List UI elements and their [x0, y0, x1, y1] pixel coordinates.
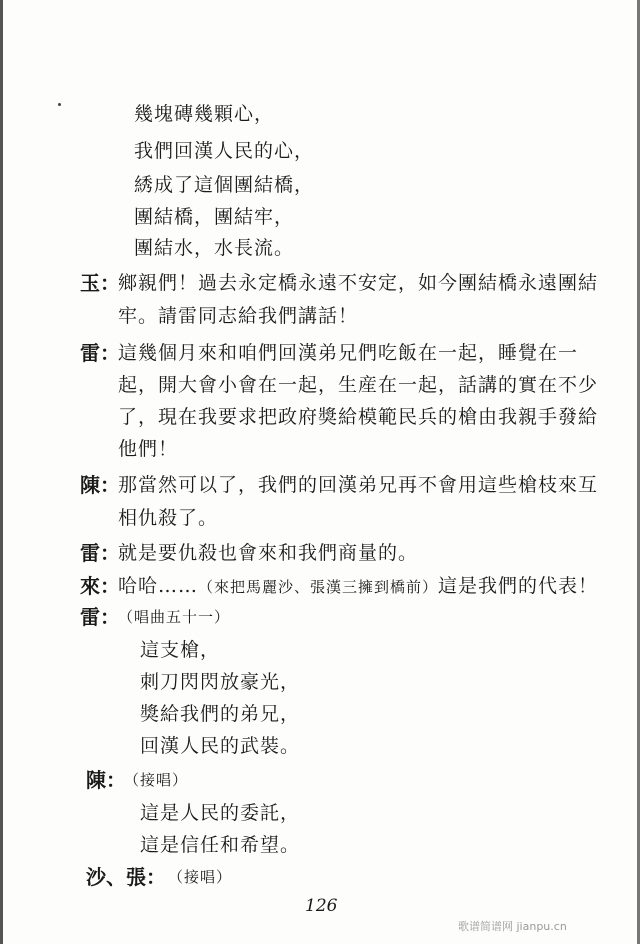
verse-line: 獎給我們的弟兄， — [140, 703, 301, 725]
dialogue-line: 鄉親們！過去永定橋永遠不安定，如今團結橋永遠團結 — [118, 272, 599, 294]
verse-line: 這是人民的委託， — [140, 802, 301, 824]
speaker-label: 玉： — [80, 271, 120, 295]
dialogue-line: 相仇殺了。 — [118, 507, 219, 529]
dialogue-text: 哈哈…… — [118, 575, 199, 597]
stage-direction: （唱曲五十一） — [118, 608, 231, 626]
ink-speck — [58, 103, 61, 106]
speaker-label: 沙、張： — [86, 865, 166, 889]
verse-line: 這是信任和希望。 — [140, 834, 301, 856]
dialogue-line: 他們！ — [118, 438, 179, 460]
dialogue-text: 這是我們的代表！ — [438, 575, 599, 597]
verse-line: 綉成了這個團結橋， — [134, 174, 315, 196]
speaker-label: 陳： — [80, 473, 120, 497]
dialogue-line: 這幾個月來和咱們回漢弟兄們吃飯在一起，睡覺在一 — [118, 342, 579, 364]
stage-direction: （接唱） — [124, 771, 189, 789]
scan-edge-left — [0, 0, 3, 944]
stage-direction: （接唱） — [168, 868, 233, 886]
site-watermark: 歌谱简谱网 jianpu.cn — [458, 920, 567, 933]
verse-line: 回漢人民的武裝。 — [140, 735, 301, 757]
verse-line: 幾塊磚幾顆心， — [134, 103, 275, 125]
speaker-label: 陳： — [86, 768, 126, 792]
dialogue-line: 那當然可以了，我們的回漢弟兄再不會用這些槍枝來互 — [118, 474, 599, 496]
verse-line: 刺刀閃閃放豪光， — [140, 671, 301, 693]
verse-line: 團結水，水長流。 — [134, 237, 295, 259]
speaker-label: 雷： — [80, 605, 120, 629]
speaker-label: 雷： — [80, 341, 120, 365]
speaker-label: 來： — [80, 574, 120, 598]
dialogue-line: 牢。請雷同志給我們講話！ — [118, 305, 359, 327]
verse-line: 團結橋，團結牢， — [134, 206, 295, 228]
verse-line: 這支槍， — [140, 639, 221, 661]
dialogue-line: 就是要仇殺也會來和我們商量的。 — [118, 542, 419, 564]
dialogue-line: 了，現在我要求把政府獎給模範民兵的槍由我親手發給 — [118, 406, 599, 428]
dialogue-line — [118, 573, 598, 600]
dialogue-line: 起，開大會小會在一起，生産在一起，話講的實在不少 — [118, 374, 599, 396]
verse-line: 我們回漢人民的心， — [134, 140, 315, 162]
speaker-label: 雷： — [80, 541, 120, 565]
page-number: 126 — [305, 896, 338, 916]
stage-direction: （來把馬麗沙、張漢三擁到橋前） — [198, 578, 439, 596]
